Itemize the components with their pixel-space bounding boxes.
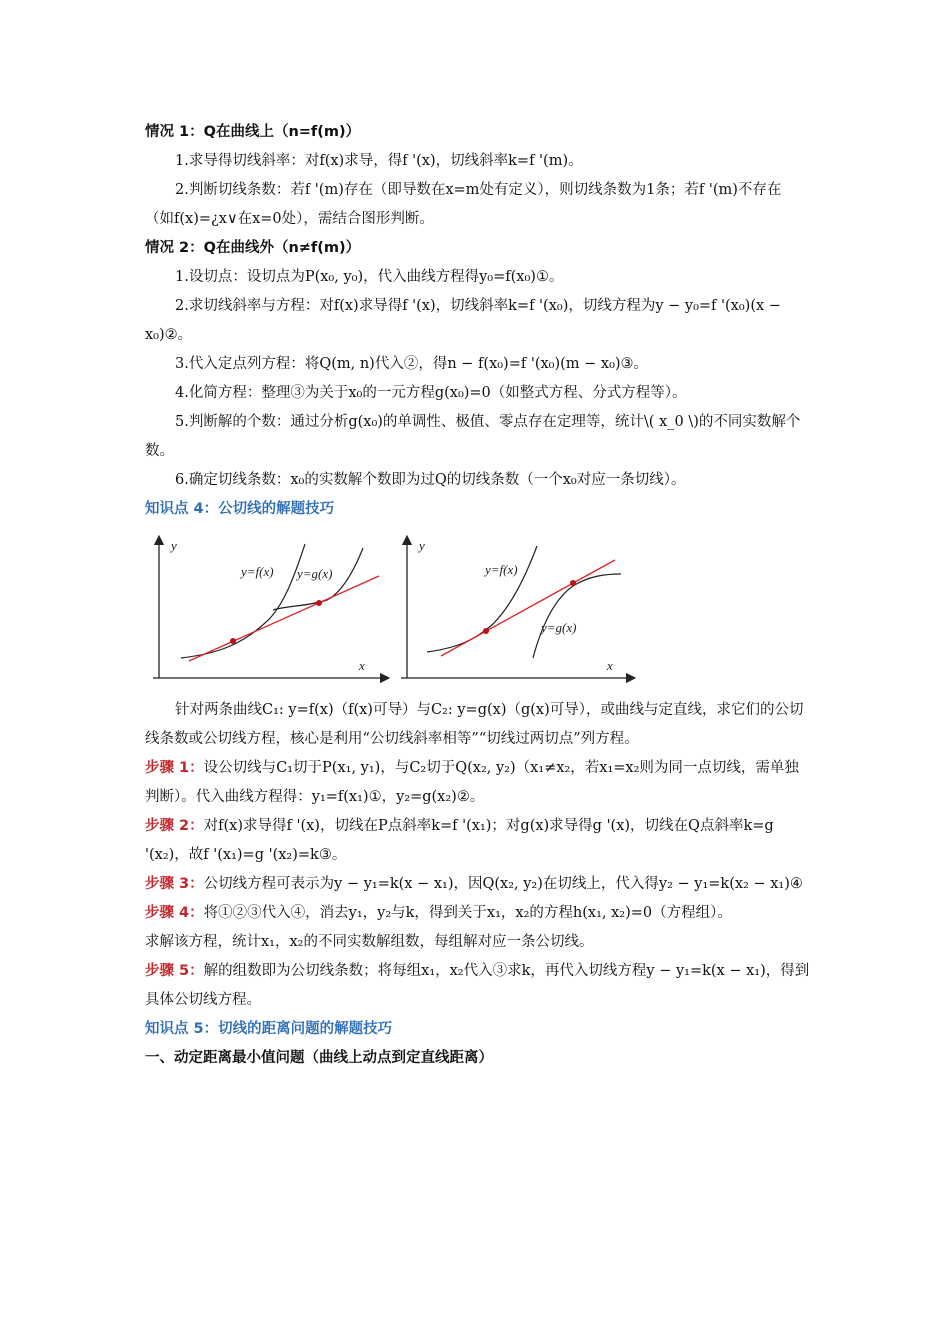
case2-line-1: 1.设切点：设切点为P(x₀, y₀)，代入曲线方程得y₀=f(x₀)①。: [175, 269, 564, 285]
case1-title: 情况 1：Q在曲线上（n=f(m)）: [145, 124, 361, 140]
step-1-label: 步骤 1：: [145, 760, 204, 776]
step-1-text: 设公切线与C₁切于P(x₁, y₁)，与C₂切于Q(x₂, y₂)（x₁≠x₂，若x₁=x₂则为同一点切线，需单独判断）。代入曲线方程得：y₁=f(x₁)①，y₂=g(x₂)②。: [145, 760, 799, 805]
left-tangent-point-q: [316, 600, 322, 606]
right-tangent-point-p: [483, 628, 489, 634]
kp4-intro: 针对两条曲线C₁: y=f(x)（f(x)可导）与C₂: y=g(x)（g(x)可导），或曲线与定直线，求它们的公切线条数或公切线方程，核心是利用“公切线斜率相等”“切线过两切点”列方程。: [145, 702, 804, 747]
kp4-step-4: [145, 899, 810, 928]
case2-line-2: 2.求切线斜率与方程：对f(x)求导得f '(x)，切线斜率k=f '(x₀)，切线方程为y − y₀=f '(x₀)(x − x₀)②。: [145, 298, 781, 343]
case2-title: 情况 2：Q在曲线外（n≠f(m)）: [145, 240, 361, 256]
left-graph: [153, 538, 385, 678]
step-2-text: 对f(x)求导得f '(x)，切线在P点斜率k=f '(x₁)；对g(x)求导得g '(x)，切线在Q点斜率k=g '(x₂)，故f '(x₁)=g '(x₂)=k③。: [145, 818, 774, 863]
right-graph: [401, 538, 631, 678]
right-label-f: y=f(x): [485, 562, 518, 577]
case1-line-2: 2.判断切线条数：若f '(m)存在（即导数在x=m处有定义），则切线条数为1条；若f '(m)不存在（如f(x)=¿x∨在x=0处），需结合图形判断。: [145, 182, 782, 227]
kp5-title: 知识点 5：切线的距离问题的解题技巧: [145, 1021, 393, 1037]
left-tangent-point-p: [230, 638, 236, 644]
step-5-text: 解的组数即为公切线条数；将每组x₁，x₂代入③求k，再代入切线方程y − y₁=k(x − x₁)，得到具体公切线方程。: [145, 963, 810, 1008]
step-3-text: 公切线方程可表示为y − y₁=k(x − x₁)，因Q(x₂, y₂)在切线上，代入得y₂ − y₁=k(x₂ − x₁)④: [203, 876, 803, 892]
step-5-label: 步骤 5：: [145, 963, 204, 979]
left-y-label: y: [171, 538, 177, 553]
right-y-label: y: [419, 538, 425, 553]
case2-line-3: 3.代入定点列方程：将Q(m, n)代入②，得n − f(x₀)=f '(x₀)(m − x₀)③。: [175, 356, 649, 372]
kp4-step-1: [145, 754, 810, 812]
case1-line-1: 1.求导得切线斜率：对f(x)求导，得f '(x)，切线斜率k=f '(m)。: [175, 153, 583, 169]
right-x-label: x: [607, 658, 613, 673]
common-tangent-figure: [145, 528, 810, 690]
kp4-step-2: [145, 812, 810, 870]
kp4-step-5: [145, 957, 810, 1015]
right-curve-f: [427, 546, 537, 652]
left-tangent-line: [189, 576, 379, 661]
step-4-label: 步骤 4：: [145, 905, 204, 921]
step-2-label: 步骤 2：: [145, 818, 204, 834]
case2-line-6: 6.确定切线条数：x₀的实数解个数即为过Q的切线条数（一个x₀对应一条切线）。: [175, 472, 686, 488]
right-curve-g: [533, 574, 621, 658]
kp4-title: 知识点 4：公切线的解题技巧: [145, 501, 335, 517]
left-label-f: y=f(x): [241, 564, 274, 579]
step-3-label: 步骤 3：: [145, 876, 204, 892]
kp5-subtitle: 一、动定距离最小值问题（曲线上动点到定直线距离）: [145, 1050, 493, 1066]
left-x-label: x: [359, 658, 365, 673]
figure-svg: [145, 528, 645, 690]
right-label-g: y=g(x): [541, 620, 577, 635]
left-label-g: y=g(x): [297, 566, 333, 581]
case2-line-4: 4.化简方程：整理③为关于x₀的一元方程g(x₀)=0（如整式方程、分式方程等）。: [175, 385, 687, 401]
left-curve-f: [181, 544, 305, 658]
kp4-step-3: [145, 870, 810, 899]
case2-line-5: 5.判断解的个数：通过分析g(x₀)的单调性、极值、零点存在定理等，统计\( x_0 \)的不同实数解个数。: [145, 414, 801, 459]
kp4-note: 求解该方程，统计x₁，x₂的不同实数解组数，每组解对应一条公切线。: [145, 934, 594, 950]
step-4-text: 将①②③代入④，消去y₁，y₂与k，得到关于x₁，x₂的方程h(x₁, x₂)=0（方程组）。: [203, 905, 732, 921]
right-tangent-point-q: [570, 580, 576, 586]
document-page: [145, 118, 810, 1073]
right-tangent-line: [441, 560, 615, 656]
